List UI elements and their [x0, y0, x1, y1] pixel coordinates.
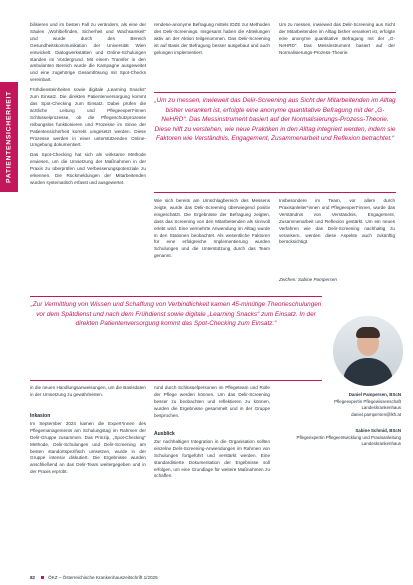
quote2-rule-bottom — [30, 380, 322, 381]
quote-rule-bottom — [154, 192, 396, 193]
pull-quote-2: „Zur Vermittlung von Wissen und Schaffung von Verbindlichkeit kamen 45-minütige Theorieschulungen vor dem Spätdienst und nach dem Frühdienst sowie digitale „Learning Snacks“ zum Einsatz. In der direkten Patientenversorgung kommt das Spot-Checking zum Einsatz.“ — [30, 301, 322, 327]
author-contact: daniel.pampersen@lkh.at — [351, 411, 401, 417]
paragraph: Insbesondere im Team, vor allem durch Praxisanleiter*innen und Pflegeexpert*innen, wurde das Verständnis von Verständnis, Engagement, Zusammenarbeit und Reflexion gestärkt. Um ein neues Verfahren wie das Delir-Screening nachhaltig zu verankern, werden diese Aspekte auch zukünftig berücksichtigt. — [279, 198, 395, 245]
paragraph: rund durch Schlüsselpersonen im Pflegeteam und Rolle der Pflege werden können. Um das Delir-Screening besser zu beobachten und reflektieren zu können, wurden die Ergebnisse gesammelt und in der Gruppe besprochen. — [154, 385, 270, 418]
author-org: Landeskrankenhaus — [361, 441, 401, 447]
section-tab-label: PATIENTENSICHERHEIT — [5, 91, 13, 183]
paragraph: rendene-anonyme Befragung mittels IDZE zur Methoden des Delir-Screenings. Insgesamt haben die Abteilungen aktiv an der Aktion teilgenommen. Das Delir-Screening ist auf Basis der Befragung besser ausgebaut und auch gelungen implementiert. — [154, 22, 270, 55]
author-role: Pflegeexpertin Pflegewissenschaft — [334, 398, 401, 404]
column-2-top — [154, 22, 270, 90]
section-heading: Inkasion — [30, 413, 51, 419]
author-name: Daniel Pampersen, BScN — [348, 392, 401, 397]
author-role: Pflegeexpertin Pflegeentwicklung und Praxisanleitung — [296, 434, 401, 440]
footer-square-icon — [41, 576, 44, 579]
column-3-top — [279, 22, 395, 90]
paragraph: bilisieren und im besten Fall zu verändern, als eine der Säulen „Wohlbefinden, Sicherheit und Wachsamkeit“ und wurde durch den Bereich Gesundheitskommunikation der Universität Wien entwickelt. Dialogwerkstätten und Online-Schulungen standen im Vordergrund. Mit einem Transfer in den ambulanten Bereich wurde die Kampagne ausgeweitet und eine zugehörige Gesamtlösung mit Spot-Checks vereinbart. — [30, 22, 146, 83]
column-2-bottom — [154, 385, 270, 425]
paragraph: Wie sich bereits am Umschlagbereich des Messens zeigte, wurde das Delir-Screening überwiegend positiv eingeschätzt. Die Ergebnisse der Befragung zeigten, dass das Screening von den Mitarbeitenden als sinnvoll erlebt wird. Eine vermehrte Anwendung im Alltag wurde in den Stationen beobachtet. Als wesentliche Faktoren für eine erfolgreiche Implementierung wurden Schulungen und die Unterstützung durch das Team genannt. — [154, 198, 270, 259]
paragraph: in die neuen Handlungsanweisungen, um die Basisdaten in der Umsetzung zu gewährleisten. — [30, 385, 146, 397]
quote-source: Zeichen: Sabine Pampersen — [279, 277, 337, 282]
column-3-mid — [279, 198, 395, 270]
author-caption-1 — [334, 392, 401, 418]
quote2-rule-top — [30, 296, 322, 297]
paragraph: Frühdiensteinheiten sowie digitale „Learning Snacks“ zum Einsatz. Die direkten Patientenversorgung kommt das Spot-Checking zum Einsatz. Dabei prüfen die ärztliche Leitung und Pflegeexpert*innen Schlüsselprozesse, ob die Pflegeschutzprozesse reibungslos funktionieren und Prozesse im Sinne der Patientensicherheit korrekt umgesetzt werden. Diese Prozesse werden in einer unterstützenden Online-Umgebung dokumentiert. — [30, 87, 146, 148]
column-1-bottom — [30, 385, 146, 407]
column-1-infos — [30, 410, 146, 560]
section-tab — [0, 82, 18, 192]
author-name: Sabine Schmid, BScN — [355, 428, 401, 433]
paragraph: Im September 2024 kamen die Expert*innen des Pflegemanagements am Schulungstag im Rahmen der Delir-Gruppe zusammen. Das Prinzip, „Spot-Checking“ Methode, Delir-Schulungen und Delir-Screening am besten standortspezifisch umsetzen, wurde in der Gruppe intensiv diskutiert. Die Ergebnisse wurden anschließend an das Delir-Team weitergegeben und in der Praxis erprobt. — [30, 420, 146, 475]
page-footer — [30, 575, 158, 580]
pull-quote-1: „Um zu messen, inwieweit das Delir-Screening aus Sicht der Mitarbeitenden im Alltag bisher verankert ist, erfolgte eine anonyme quantitative Befragung mit der „G-NeHRD“. Das Messinstrument basiert auf der Normalisierungs-Prozess-Theorie. Diese hilft zu verstehen, wie neue Praktiken in den Alltag integriert werden, indem sie Faktoren wie Verständnis, Engagement, Zusammenarbeit und Reflexion betrachtet.“ — [154, 97, 396, 142]
quote-rule-top — [154, 92, 396, 93]
author-org: Landeskrankenhaus — [361, 405, 401, 411]
author-caption-2 — [291, 428, 401, 448]
paragraph: Das Spot-Checking hat sich als wirksame Methode erwiesen, um die Umsetzung der Maßnahmen in der Praxis zu überprüfen und Verbesserungspotenziale zu erkennen. Die Rückmeldungen der Mitarbeitenden wurden systematisch erfasst und ausgewertet. — [30, 152, 146, 185]
page-number: 82 — [30, 575, 36, 580]
section-heading: Ausblick — [154, 431, 175, 437]
author-photo — [333, 316, 403, 386]
journal-name: ÖKZ – Österreichische Krankenhauszeitschrift 1/2025 — [48, 575, 158, 580]
column-2-mid — [154, 198, 270, 290]
column-1-top — [30, 22, 146, 290]
paragraph: Um zu messen, inwieweit das Delir-Screening aus Sicht der Mitarbeitenden im Alltag bisher verankert ist, erfolgte eine anonyme quantitative Befragung mit der „G-NeHRD“. Das Messinstrument basiert auf der Normalisierungs-Prozess-Theorie. — [279, 22, 395, 55]
column-2-ausblick — [154, 428, 270, 560]
paragraph: Zur nachhaltigen Integration in die Organisation sollten einzelne Delir-Screening-Anwendungen im Rahmen von Schulungen fortgeführt und verstärkt werden. Eine standardisierte Dokumentation der Ergebnisse soll erfolgen, um eine Grundlage für weitere Maßnahmen zu schaffen. — [154, 438, 270, 479]
